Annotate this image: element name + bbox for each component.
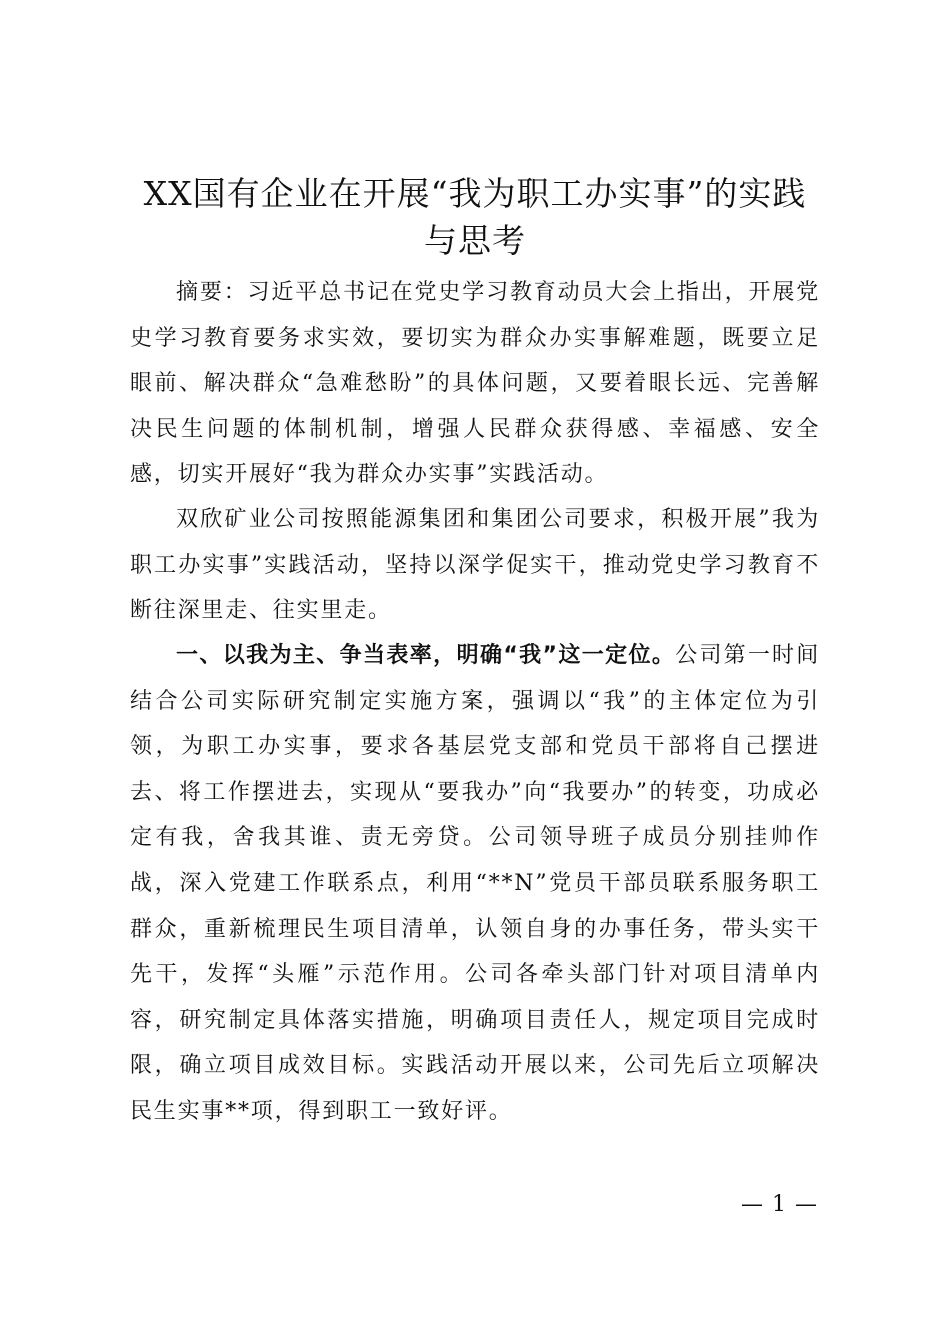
page-number: — 1 —	[741, 1192, 818, 1217]
document-title: XX国有企业在开展“我为职工办实事”的实践与思考	[143, 174, 807, 260]
section-1-heading: 一、以我为主、争当表率，明确“我”这一定位。	[176, 643, 676, 668]
section-1-paragraph	[130, 633, 820, 1135]
abstract-paragraph: 摘要：习近平总书记在党史学习教育动员大会上指出，开展党史学习教育要务求实效，要切实为群众办实事解难题，既要立足眼前、解决群众“急难愁盼”的具体问题，又要着眼长远、完善解决民生问题的体制机制，增强人民群众获得感、幸福感、安全感，切实开展好“我为群众办实事”实践活动。	[130, 280, 820, 488]
section-1-body: 公司第一时间结合公司实际研究制定实施方案，强调以“我”的主体定位为引领，为职工办实事，要求各基层党支部和党员干部将自己摆进去、将工作摆进去，实现从“要我办”向“我要办”的转变，功成必定有我，舍我其谁、责无旁贷。公司领导班子成员分别挂帅作战，深入党建工作联系点，利用“**N”党员干部员联系服务职工群众，重新梳理民生项目清单，认领自身的办事任务，带头实干先干，发挥“头雁”示范作用。公司各牵头部门针对项目清单内容，研究制定具体落实措施，明确项目责任人，规定项目完成时限，确立项目成效目标。实践活动开展以来，公司先后立项解决民生实事**项，得到职工一致好评。	[130, 643, 820, 1124]
intro-paragraph: 双欣矿业公司按照能源集团和集团公司要求，积极开展”我为职工办实事”实践活动，坚持以深学促实干，推动党史学习教育不断往深里走、往实里走。	[130, 507, 820, 624]
